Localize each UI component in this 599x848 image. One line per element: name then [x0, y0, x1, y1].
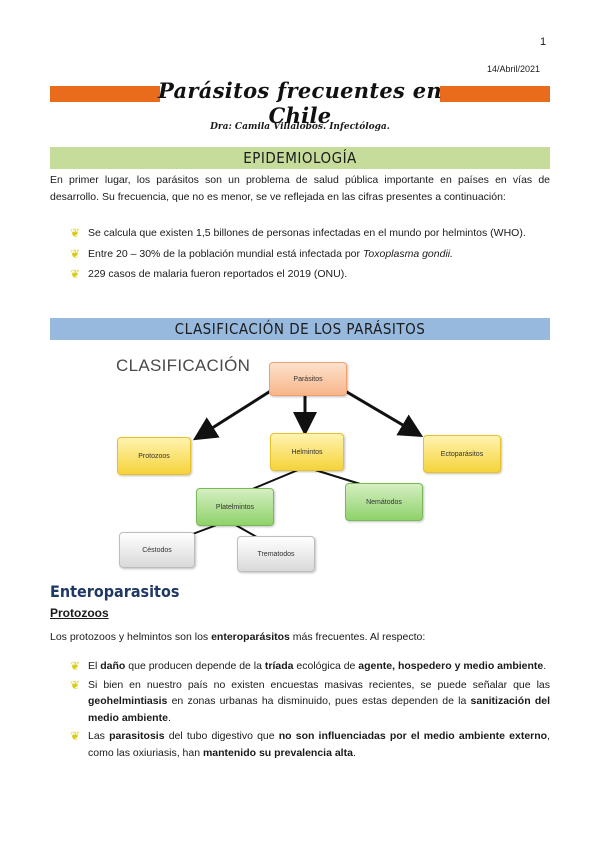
text: Las [88, 730, 110, 742]
subheading-protozoos: Protozoos [50, 606, 109, 620]
arrow-protozoos [198, 385, 280, 437]
leaf-icon: ❦ [70, 267, 81, 281]
list-item [70, 658, 550, 675]
bold-text: no son influenciadas por el medio ambiente externo [278, 730, 548, 742]
text: , como las oxiuriasis, han [88, 730, 550, 759]
bold-text: mantenido su prevalencia alta [202, 746, 353, 759]
species-name: Toxoplasma gondii. [362, 247, 454, 260]
heading-enteroparasitos: Enteroparasitos [50, 582, 180, 601]
bullet-text: 229 casos de malaria fueron reportados el 2019 (ONU). [88, 268, 348, 280]
bold-text: tríada [264, 660, 294, 672]
node-helmintos: Helmintos [270, 433, 344, 471]
node-cestodos: Céstodos [119, 532, 195, 568]
leaf-icon: ❦ [70, 226, 81, 240]
arrow-ectoparasitos [335, 385, 418, 434]
page-title: Parásitos frecuentes en Chile [157, 78, 442, 128]
node-trematodos: Trematodos [237, 536, 315, 572]
enteroparasitos-list [70, 658, 550, 761]
author: Dra: Camila Villalobos. Infectóloga. [210, 122, 390, 132]
epidemiology-intro: En primer lugar, los parásitos son un problema de salud pública importante en países en vías de desarrollo. Su frecuencia, que no es menor, se ve reflejada en las cifras presentes a continuación: [50, 174, 550, 203]
line-platelmintos [250, 470, 298, 490]
list-item [70, 677, 550, 727]
text: que producen depende de la [125, 660, 265, 672]
diagram-label: CLASIFICACIÓN [116, 356, 251, 375]
bold-text: daño [100, 660, 126, 672]
node-nematodos: Nemátodos [345, 483, 423, 521]
enteroparasitos-intro [50, 629, 550, 646]
bold-text: sanitización del medio ambiente [88, 695, 550, 724]
text: del tubo digestivo que [164, 730, 279, 742]
section-heading-clasificacion: CLASIFICACIÓN DE LOS PARÁSITOS [50, 318, 550, 340]
text: Los protozoos y helmintos son los [50, 631, 212, 643]
text: más frecuentes. Al respecto: [289, 631, 426, 643]
text: en zonas urbanas ha disminuido, pues estas dependen de la [167, 695, 471, 707]
bold-text: agente, hospedero y medio ambiente [358, 660, 544, 672]
text: . [167, 711, 171, 724]
text: El [88, 660, 101, 672]
text: . [543, 660, 547, 672]
bullet-text: Se calcula que existen 1,5 billones de personas infectadas en el mundo por helmintos (WHO). [88, 227, 526, 239]
bold-text: enteroparásitos [211, 631, 290, 643]
date: 14/Abril/2021 [487, 64, 541, 74]
list-item [70, 728, 550, 761]
node-ectoparasitos: Ectoparásitos [423, 435, 501, 473]
bullet-text: Entre 20 – 30% de la población mundial está infectada por [88, 247, 363, 260]
leaf-icon: ❦ [70, 729, 81, 743]
leaf-icon: ❦ [70, 677, 81, 692]
bold-text: geohelmintiasis [88, 695, 168, 707]
section-heading-epidemiologia: EPIDEMIOLOGÍA [50, 147, 550, 169]
node-platelmintos: Platelmintos [196, 488, 274, 526]
text: Si bien en nuestro país no existen encuestas masivas recientes, se puede señalar que las [88, 678, 550, 691]
text: . [352, 746, 356, 759]
node-parasitos: Parásitos [269, 362, 347, 396]
page-number: 1 [540, 36, 547, 48]
node-protozoos: Protozoos [117, 437, 191, 475]
bold-text: parasitosis [109, 730, 165, 742]
leaf-icon: ❦ [70, 659, 81, 673]
leaf-icon: ❦ [70, 246, 81, 261]
text: ecológica de [293, 660, 359, 672]
